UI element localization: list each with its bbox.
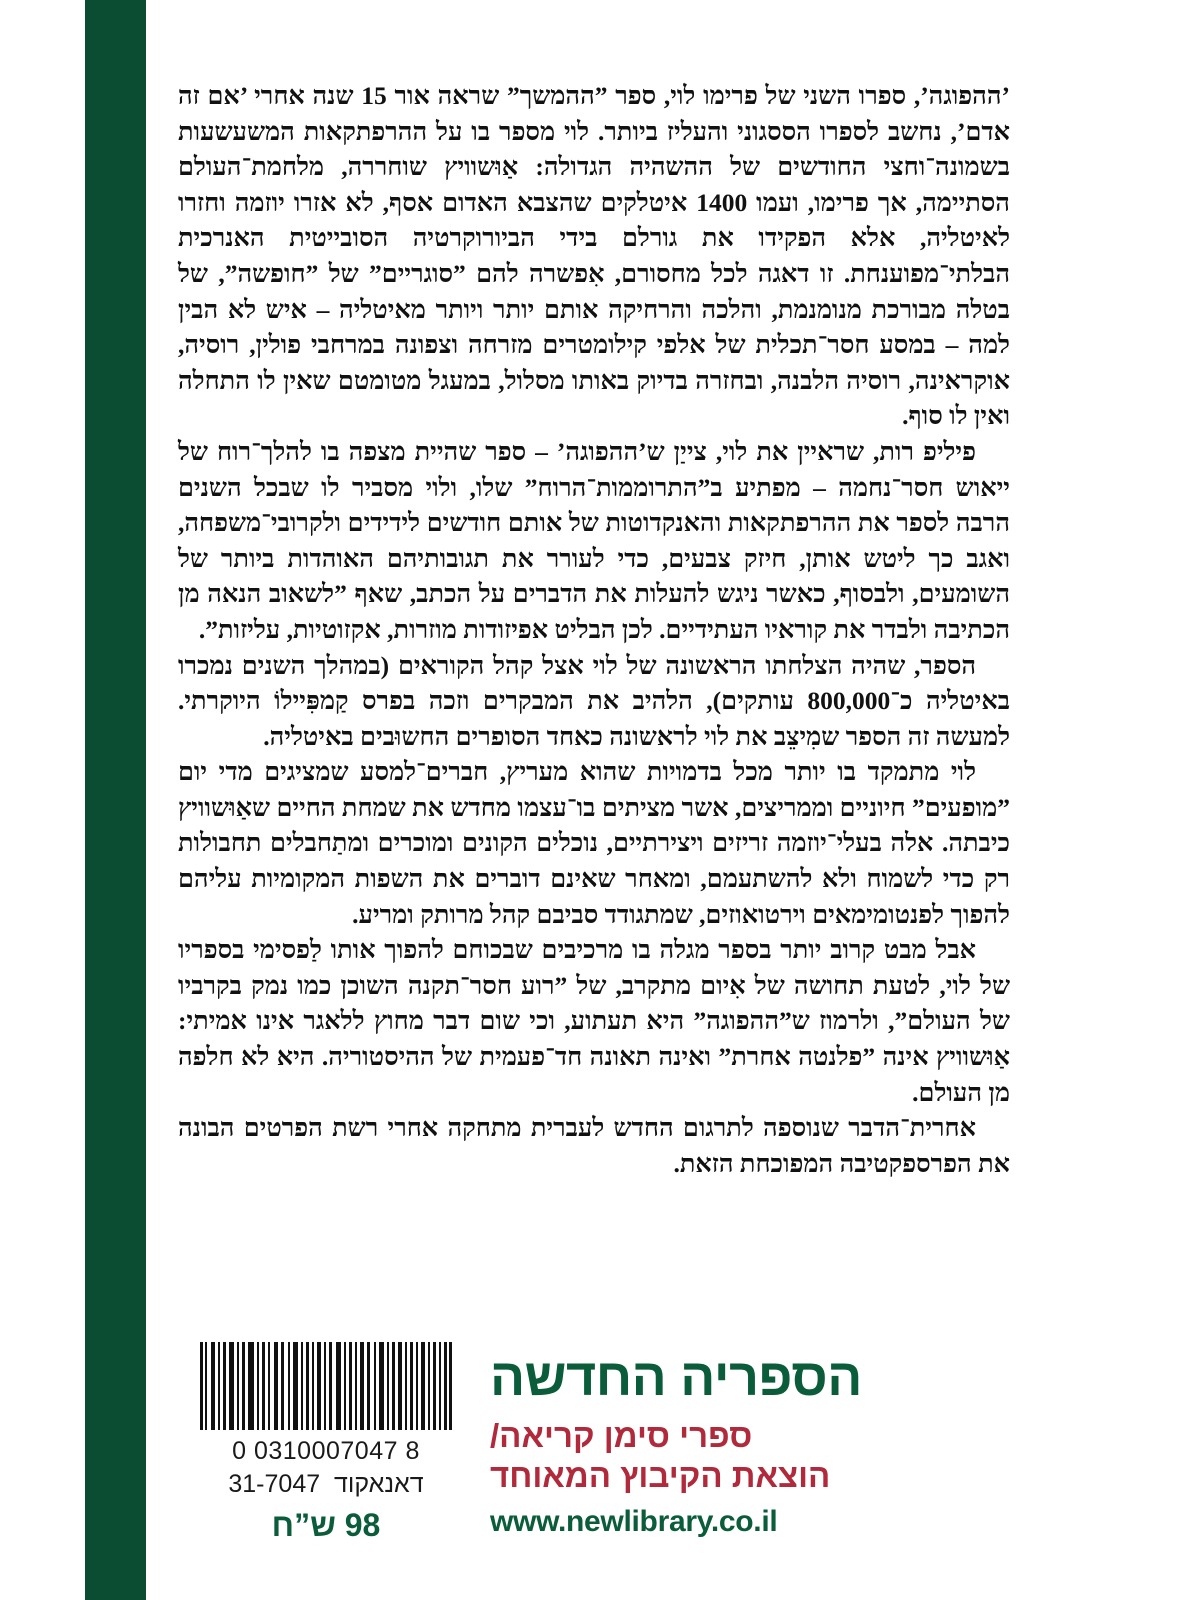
publisher-imprint: ספרי סימן קריאה/ bbox=[490, 1417, 753, 1455]
barcode-block bbox=[196, 1342, 456, 1544]
blurb-paragraph: פיליפ רות, שראיין את לוי, צייַן ש’ההפוגה’ – ספר שהיית מצפה בו להלך־רוח של ייאוש חסר־נחמה – מפתיע ב”התרוממות־הרוח” שלו, ולוי מסביר לו שבכל השנים הרבה לספר את ההרפתקאות והאנקדוטות של אותם חודשים לידידים ולקרובי־משפחה, ואגב כך ליטש אותן, חיזק צבעים, כדי לעורר את תגובותיהם האוהדות ביותר של השומעים, ולבסוף, כאשר ניגש להעלות את הדברים על הכתב, שאף ”לשאוב הנאה מן הכתיבה ולבדר את קוראיו העתידיים. לכן הבליט אפיזודות מוזרות, אקזוטיות, עליזות”. bbox=[178, 436, 1010, 644]
blurb-text-block bbox=[178, 78, 1010, 1181]
blurb-paragraph: הספר, שהיה הצלחתו הראשונה של לוי אצל קהל הקוראים (במהלך השנים נמכרו באיטליה כ־800,000 עותקים), הלהיב את המבקרים וזכה בפרס קַמפִּיילוֹ היוקרתי. למעשה זה הספר שמִיצֵב את לוי לראשונה כאחד הסופרים החשוּבים באיטליה. bbox=[178, 650, 1010, 751]
publisher-logo-block bbox=[490, 1350, 1010, 1539]
barcode-icon bbox=[200, 1342, 452, 1430]
blurb-paragraph: אבל מבט קרוב יותר בספר מגלה בו מרכיבים שבכוחם להפוך אותו לַפסימי בספריו של לוי, לטעת תחושה של אִיום מתקרב, של ”רוע חסר־תקנה השוכן כמו נמק בקרביו של העולם”, ולרמוז ש”ההפוגה” היא תעתוע, וכי שום דבר מחוץ ללאגר אינו אמיתי: אַוּשוויץ אינה ”פלנטה אחרת” ואינה תאונה חד־פעמית של ההיסטוריה. היא לא חלפה מן העולם. bbox=[178, 935, 1010, 1107]
barcode-ean-number: 0 0310007047 8 bbox=[232, 1437, 420, 1465]
dancode-value: 31-7047 bbox=[228, 1470, 321, 1498]
publisher-title: הספריה החדשה bbox=[490, 1349, 862, 1407]
blurb-paragraph: ’ההפוגה’, ספרו השני של פרימו לוי, ספר ”ההמשך” שראה אור 15 שנה אחרי ’אם זה אדם’, נחשב לספרו הססגוני והעליז ביותר. לוי מספר בו על ההרפתקאות המשעשעות בשמונה־וחצי החודשים של ההשהיה הגדולה: אַוּשוויץ שוחררה, מלחמת־העולם הסתיימה, אך פרימו, ועמו 1400 איטלקים שהצבא האדום אסף, לא אזרו יוזמה וחזרו לאיטליה, אלא הפקידו את גורלם בידי הביורוקרטיה הסובייטית האנרכית הבלתי־מפוענחת. זו דאגה לכל מחסורם, אִפשרה להם ”סוגריים” של ”חופשה”, של בטלה מבורכת מנומנמת, והלכה והרחיקה אותם יותר ויותר מאיטליה – איש לא הבין למה – במסע חסר־תכלית של אלפי קילומטרים מזרחה וצפונה במרחבי פולין, רוסיה, אוקראינה, רוסיה הלבנה, ובחזרה בדיוק באותו מסלול, במעגל מטומטם שאין לו התחלה ואין לו סוף. bbox=[178, 81, 1010, 431]
barcode-dancode bbox=[196, 1470, 456, 1499]
publisher-website-url[interactable]: www.newlibrary.co.il bbox=[490, 1504, 778, 1538]
price-label: 98 ש”ח bbox=[271, 1507, 381, 1543]
dancode-label: דאנאקוד bbox=[334, 1470, 424, 1498]
blurb-paragraph: אחרית־הדבר שנוספה לתרגום החדש לעברית מתחקה אחרי רשת הפרטים הבונה את הפרספקטיבה המפוכחת הזאת. bbox=[178, 1113, 1010, 1178]
blurb-paragraph: לוי מתמקד בו יותר מכל בדמויות שהוא מעריץ, חברים־למסע שמציגים מדי יום ”מופעים” חיוניים וממריצים, אשר מציתים בו־עצמו מחדש את שמחת החיים שאַוּשוויץ כיבתה. אלה בעלי־יוזמה זריזים ויצירתיים, נוכלים הקונים ומוכרים ומתַחבלים תחבולות רק כדי לשמוח ולא להשתעמם, ומאחר שאינם דוברים את השפות המקומיות עליהם להפוך לפנטומימאים וירטואוזים, שמתגודד סביבם קהל מרותק ומריע. bbox=[178, 757, 1010, 929]
cover-footer bbox=[0, 1330, 1200, 1600]
publisher-house: הוצאת הקיבוץ המאוחד bbox=[490, 1457, 831, 1495]
